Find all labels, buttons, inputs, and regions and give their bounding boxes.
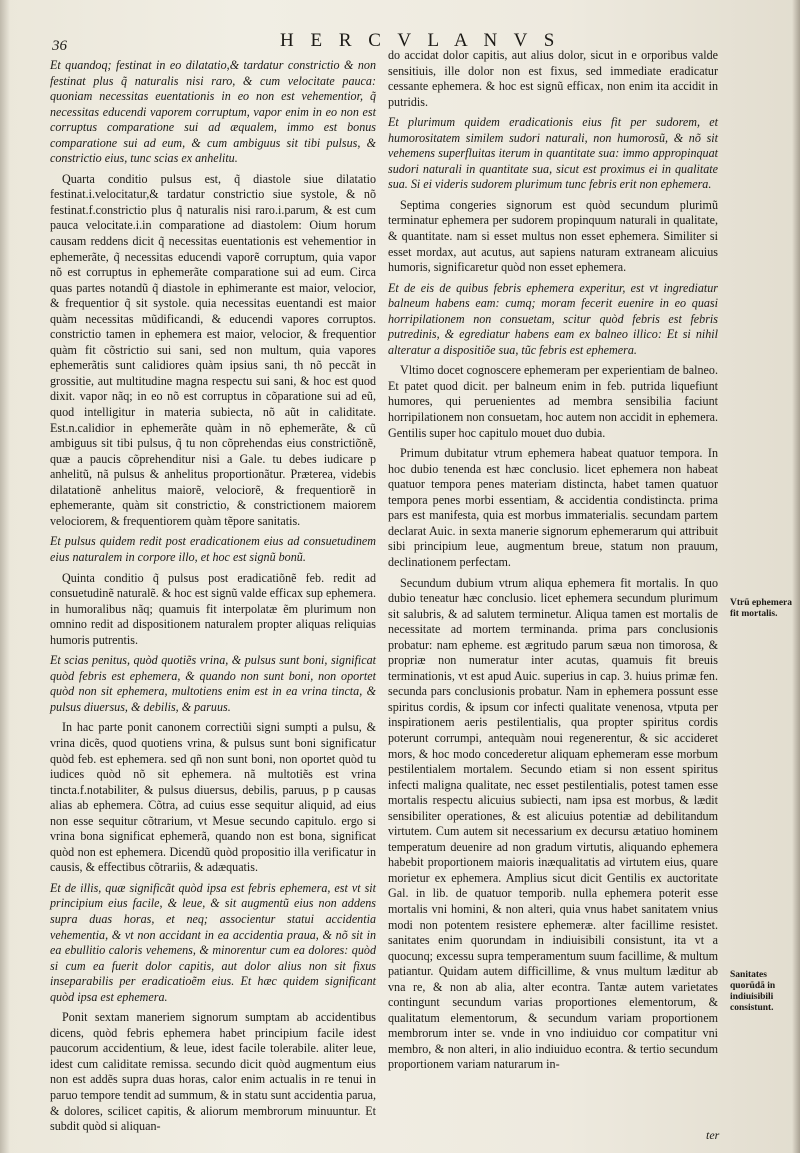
paragraph-l8: Ponit sextam maneriem signorum sumptam ab accidentibus dicens, quòd febris ephemera habet principium facile idest paucorum accidentium, & leue, idest facile tolerabile. aliter leue, idest cum caliditate remissa. secundo dicit quòd augmentum eius non est addẽs supra duas horas, calor enim actualis in re tenui in paruo tempore tendit ad summum, & in statu sunt accidentia parua, & dolores, scilicet capitis, & aliorum membrorum minuuntur. Et subdit quòd si aliquan- [50,1010,376,1134]
paragraph-l7: Et de illis, quæ significãt quòd ipsa est febris ephemera, est vt sit principium eius facile, & leue, & sit augmentũ eius non addens supra duas horas, et neq; associentur statui accidentia vehementia, & vt non accidant in ea accidentia praua, & nõ sit in ea ebullitio caloris vehemens, & minorentur cum ea dolores: quòd si cum ea fuerit dolor capitis, aut dolor alius non sit fixus inseparabilis per eradicatioẽm eius. Et hæc quidem significant quòd ipsa est ephemera. [50,880,376,1004]
paragraph-l2: Quarta conditio pulsus est, q̃ diastole siue dilatatio festinat.i.velocitatur,& tardatur constrictio siue systole, & nõ festinat.f.constrictio plus q̃ naturalis nisi raro.i.parum, & est cum pauca velocitate.i.in comparatione ad diastolem: Oium horum causam reddens dicit q̃ necessitas euentationis est vehementior in ephemerãte, q̃ necessitas educendi vaporẽ corruptum, quia vapor nõ est corruptus in ephemerãte comparatione sui ad eum. Circa quas partes notandũ q̃ diastole in ephimerante est maior, velocior, & frequentior q̃ sit systole. quia necessitas euentandi est maior quàm necessitas mũdificandi, & educendi vapores corruptos. constrictio tamen in ephemera est maior, velocior, & frequentior quàm fit cõstrictio sui sani, sed non multum, quia vapores ephemerãtis sunt calidiores quàm ipsius sani, th nõ peccãt in grossitie, aut multitudine magna respectu sui sani, & hoc est quod dixit. vapor nãq; in eo nõ est corruptus in cõparatione sui ad eũ, quod intelligitur in materia subiecta, nõ aũt in caliditate. Est.n.calidior in ephemerãte quàm in nõ ephemerãte, & cũ ambiguus sit tibi pulsus, q̃ tu non cõprehendas eius constrictiõnẽ, quæ a paucis cõprehenditur nisi a Gale. tu debes iudicare p anhelitũ, nã pulsus & anhelitus proportionãtur. Præterea, videbis dilatationẽ anhelitus maiorẽ, velociorẽ, & frequentiorẽ in ephemerante, quàm sit constrictio, & constrictionem maiorem velociorem, & frequentiorem quàm tẽpore sanitatis. [50,171,376,528]
catchword: ter [706,1128,720,1142]
margin-note-mortalis: Vtrũ ephemera fit mortalis. [730,598,792,619]
page-number: 36 [52,38,67,54]
paragraph-l4: Quinta conditio q̃ pulsus post eradicatiõnẽ feb. redit ad consuetudinẽ naturalẽ. & hoc est signũ valde efficax sup ephemera. in humoralibus nãq; quamuis fit interpolatæ ẽm plurimum non omnino redit ad dispositionem naturalem propter aliquas reliquias humoris putrentis. [50,570,376,647]
left-column [50,58,376,1140]
page-edge-shadow [792,0,800,1153]
paragraph-r1: do accidat dolor capitis, aut alius dolor, sicut in e orporibus valde sensitiuis, ille dolor non est fixus, sed immediate eradicatur cessante ephemera. & hoc est signũ efficax, non enim ita accidit in putridis. [388,48,718,109]
right-column [388,48,718,1078]
paragraph-r3: Septima congeries signorum est quòd secundum plurimũ terminatur ephemera per sudorem propinquum naturali in qualitate, & quantitate. nam si esset multus non esset ephemera. Similiter si esset mordax, aut acutus, aut sapiens naturam extraneam alicuius humoris, significaretur quòd non esset ephemera. [388,197,718,275]
paragraph-l1: Et quandoq; festinat in eo dilatatio,& tardatur constrictio & non festinat plus q̃ naturalis nisi raro, & cum velocitate pauca: quoniam necessitas euentationis in eo non est vehementior, q̃ necessitas educendi vaporem corruptum, vapor enim in eo non est corruptus comparatione sui ad æqualem, immo est bonus comparatione sui ad eum, & cum ambiguus sit tibi pulsus, & constrictio eius, tunc scias ex anhelitu. [50,58,376,166]
paragraph-l5: Et scias penitus, quòd quotiẽs vrina, & pulsus sunt boni, significat quòd febris est ephemera, & quando non sunt boni, non oportet quòd non sit ephemera, multotiens enim est in ea vrina tincta, & pulsus diuersus, & debilis, & paruus. [50,653,376,714]
paragraph-r6: Primum dubitatur vtrum ephemera habeat quatuor tempora. In hoc dubio tenenda est hæc conclusio. licet ephemera non habeat quatuor tempora penes materiam distincta, habet tamen quatuor tempora penes morbi essentiam, & accidentia condistincta. prima pars est manifesta, quia est morbus immaterialis. secundam partem declarat Auic. in sexta manerie signorum ephemerarum qui attribuit sibi principium leue, augmentum breue, statum non prauum, declinationem perfectam. [388,446,718,569]
running-head: H E R C V L A N V S [280,30,561,51]
paragraph-l6: In hac parte ponit canonem correctiũi signi sumpti a pulsu, & vrina dicẽs, quod quotiens vrina, & pulsus sunt boni significatur quòd feb. est ephemera. sed qñ non sunt boni, non oportet quòd tu iudices quòd nõ sit ephemera. nã multotiẽs est vrina tincta.f.notabiliter, & pulsus diuersus, debilis, paruus, p p causas alias ab ephemera. Cõtra, ad cuius esse sequitur aliquid, ad eius non esse sequitur cõtrarium, vt Mesue secundo capitulo. ergo si vrina bona significat ephemerã, quando non est bona, significat quòd non est ephemera. Dicendũ quòd propositio illa verificatur in causis, & effectibus cõtrariis, & adæquatis. [50,720,376,875]
paragraph-l3: Et pulsus quidem redit post eradicationem eius ad consuetudinem eius naturalem in corpore illo, et hoc est signũ bonũ. [50,534,376,564]
paragraph-r2: Et plurimum quidem eradicationis eius fit per sudorem, et humorositatem similem sudori naturali, non humorosũ, & nõ sit vehemens superfluitas iterum in quantitate sua: immo appropinquat sudori naturali in quantitate sua, sicut est proximus ei in qualitate sua. Si ei videris sudorem plurimum tunc febris erit non ephemera. [388,115,718,192]
gutter-shadow [0,0,10,1153]
paragraph-r7: Secundum dubium vtrum aliqua ephemera fit mortalis. In quo dubio teneatur hæc conclusio. licet ephemera secundum plurimum sit salubris, & ad salutem terminetur. Aliqua tamen est mortalis de necessitate ad mortem terminanda. prima pars conclusionis probatur: nam epheme. est ægritudo parum sæua non timorosa, & propriæ non numeratur inter acutas, quamuis fit breuis terminationis, vt est apud Auic. superius in cap. 3. huius primæ fen. secunda pars conclusionis probatur. Nam in ephemera possunt esse spiritus cordis, & ipsum cor infecti qualitate venenosa, vtputa per inspirationem aeris pestilentialis, qua propter spiritus cordis poterunt corrumpi, antequàm noui regenerentur, & sic accideret mors, & hoc modo concederetur aliquam ephemeram esse morbum pestilentialem mortalem. Secundo etiam si non essent spiritus infecti maligna qualitate, nec esset pestilentialis, potest tamen esse mortalis respectu alicuius subiecti, nam ipsa est morbus, & lædit sensibiliter operationes, & est alicuius potentiæ ad debilitandum virtutem. Cum autem sit necessarium ex decursu ætatiuo hominem temperatum deuenire ad non gradum virtutis, aliquando ephemera habebit proportionem maioris inæqualitatis ad virtutem eius, quare morietur ex ephemera. Amplius sicut dicit Gentilis ex auctoritate Gal. in lib. de quatuor temporib. nulla ephemera poterit esse mortalis vni homini, & non alteri, quia vnus habet sanitatem vnius modi non potentem resistere ephemeræ. alter facillime resistet. sanitates enim quorundam in indiuisibili consistunt, ita vt a quocunq; excessu supra temperamentum suum facillime, & multum patiantur. Quidam autem difficillime, & vnus multum læditur ab vna re, & non ab alia, alter econtra. Tantæ autem varietates contingunt secundum varias proportiones elementorum, & qualitatum elementorum, & secundum variam proportionem membrorum inter se. vnde in vno indiuiduo cor compatitur vni membro, & non alteri, in alio indiuiduo econtra. & tertio secundum proportionem variam naturarum in- [388,575,718,1072]
paragraph-r5: Vltimo docet cognoscere ephemeram per experientiam de balneo. Et patet quod dicit. per balneum enim in feb. putrida liquefiunt humores, qui peruenientes ad membra sensibilia faciunt horripilationem non consuetam, hoc autem non accidit in ephemera. Gentilis super hoc capitulo mouet duo dubia. [388,363,718,440]
margin-note-sanitates: Sanitates quorũdã in indiuisibili consistunt. [730,970,776,1013]
paragraph-r4: Et de eis de quibus febris ephemera experitur, est vt ingrediatur balneum habens eam: cumq; moram fecerit euenire in eo quasi horripilationem non consuetam, scitur quòd febris est febris putredinis, & egrediatur habens eam ex balneo illico: Et si nihil alteratur a dispositiõe sua, tũc febris est ephemera. [388,280,718,357]
